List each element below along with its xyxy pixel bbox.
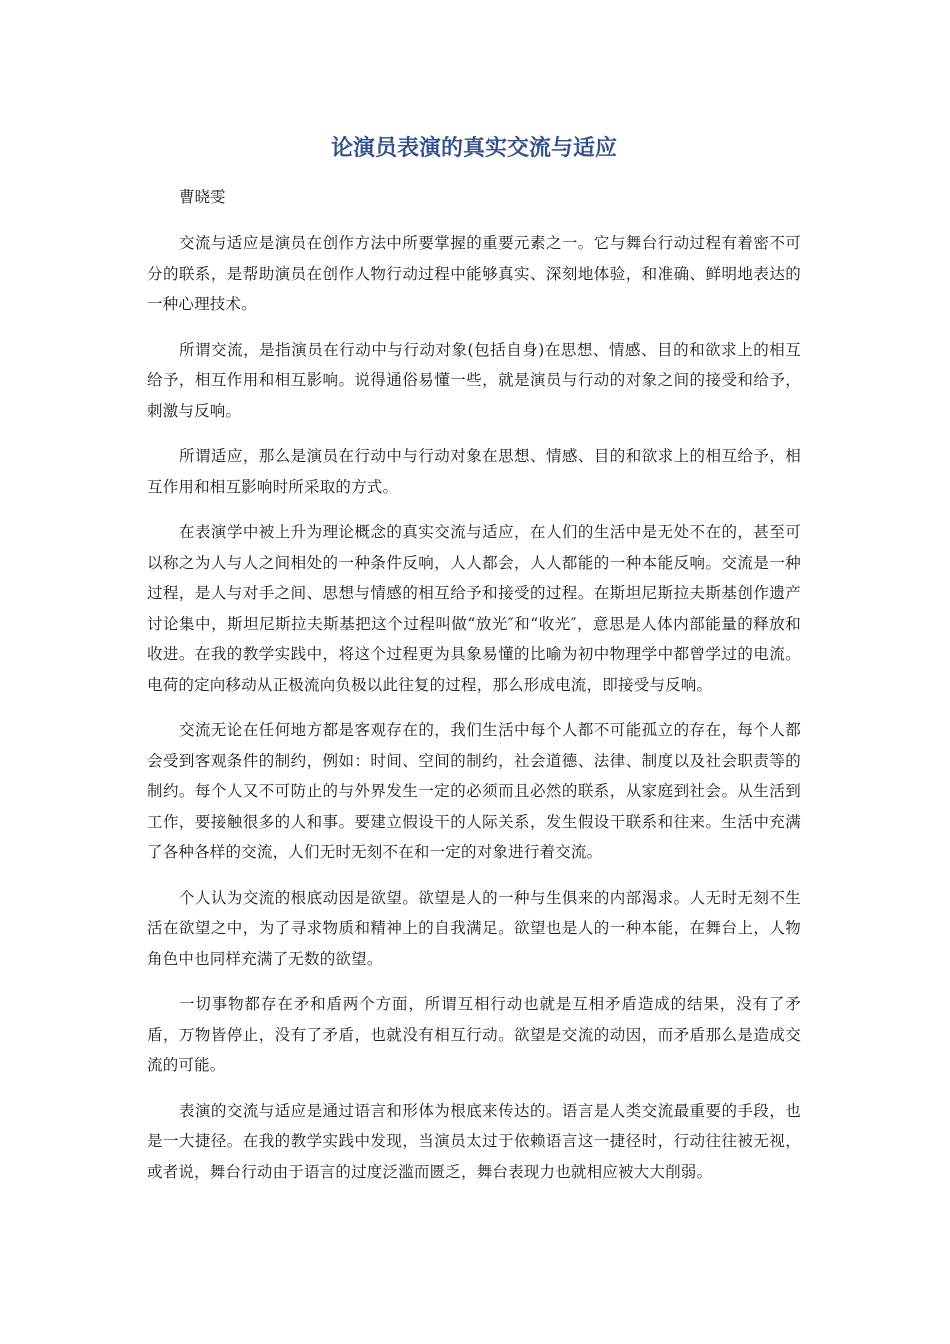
paragraph-3: 所谓适应，那么是演员在行动中与行动对象在思想、情感、目的和欲求上的相互给予，相互作用和相互影响时所采取的方式。 <box>147 447 801 496</box>
document-body <box>147 228 801 1202</box>
paragraph-2: 所谓交流，是指演员在行动中与行动对象(包括自身)在思想、情感、目的和欲求上的相互给予，相互作用和相互影响。说得通俗易懂一些，就是演员与行动的对象之间的接受和给予，刺激与反响。 <box>147 340 801 420</box>
paragraph-6: 个人认为交流的根底动因是欲望。欲望是人的一种与生俱来的内部渴求。人无时无刻不生活在欲望之中，为了寻求物质和精神上的自我满足。欲望也是人的一种本能，在舞台上，人物角色中也同样充满了无数的欲望。 <box>147 888 801 968</box>
author-name: 曹晓雯 <box>179 188 226 206</box>
document-title: 论演员表演的真实交流与适应 <box>330 136 617 161</box>
paragraph-8: 表演的交流与适应是通过语言和形体为根底来传达的。语言是人类交流最重要的手段，也是一大捷径。在我的教学实践中发现，当演员太过于依赖语言这一捷径时，行动往往被无视，或者说，舞台行动由于语言的过度泛滥而匮乏，舞台表现力也就相应被大大削弱。 <box>147 1101 801 1181</box>
paragraph-5: 交流无论在任何地方都是客观存在的，我们生活中每个人都不可能孤立的存在，每个人都会受到客观条件的制约，例如：时间、空间的制约，社会道德、法律、制度以及社会职责等的制约。每个人又不可防止的与外界发生一定的必须而且必然的联系，从家庭到社会。从生活到工作，要接触很多的人和事。要建立假设干的人际关系，发生假设干联系和往来。生活中充满了各种各样的交流，人们无时无刻不在和一定的对象进行着交流。 <box>147 721 801 861</box>
paragraph-4: 在表演学中被上升为理论概念的真实交流与适应，在人们的生活中是无处不在的，甚至可以称之为人与人之间相处的一种条件反响，人人都会，人人都能的一种本能反响。交流是一种过程，是人与对手之间、思想与情感的相互给予和接受的过程。在斯坦尼斯拉夫斯基创作遗产讨论集中，斯坦尼斯拉夫斯基把这个过程叫做“放光″和“收光″，意思是人体内部能量的释放和收进。在我的教学实践中，将这个过程更为具象易懂的比喻为初中物理学中都曾学过的电流。电荷的定向移动从正极流向负极以此往复的过程，那么形成电流，即接受与反响。 <box>147 523 801 694</box>
paragraph-1: 交流与适应是演员在创作方法中所要掌握的重要元素之一。它与舞台行动过程有着密不可分的联系，是帮助演员在创作人物行动过程中能够真实、深刻地体验，和准确、鲜明地表达的一种心理技术。 <box>147 234 801 313</box>
paragraph-7: 一切事物都存在矛和盾两个方面，所谓互相行动也就是互相矛盾造成的结果，没有了矛盾，万物皆停止，没有了矛盾，也就没有相互行动。欲望是交流的动因，而矛盾那么是造成交流的可能。 <box>147 995 801 1074</box>
